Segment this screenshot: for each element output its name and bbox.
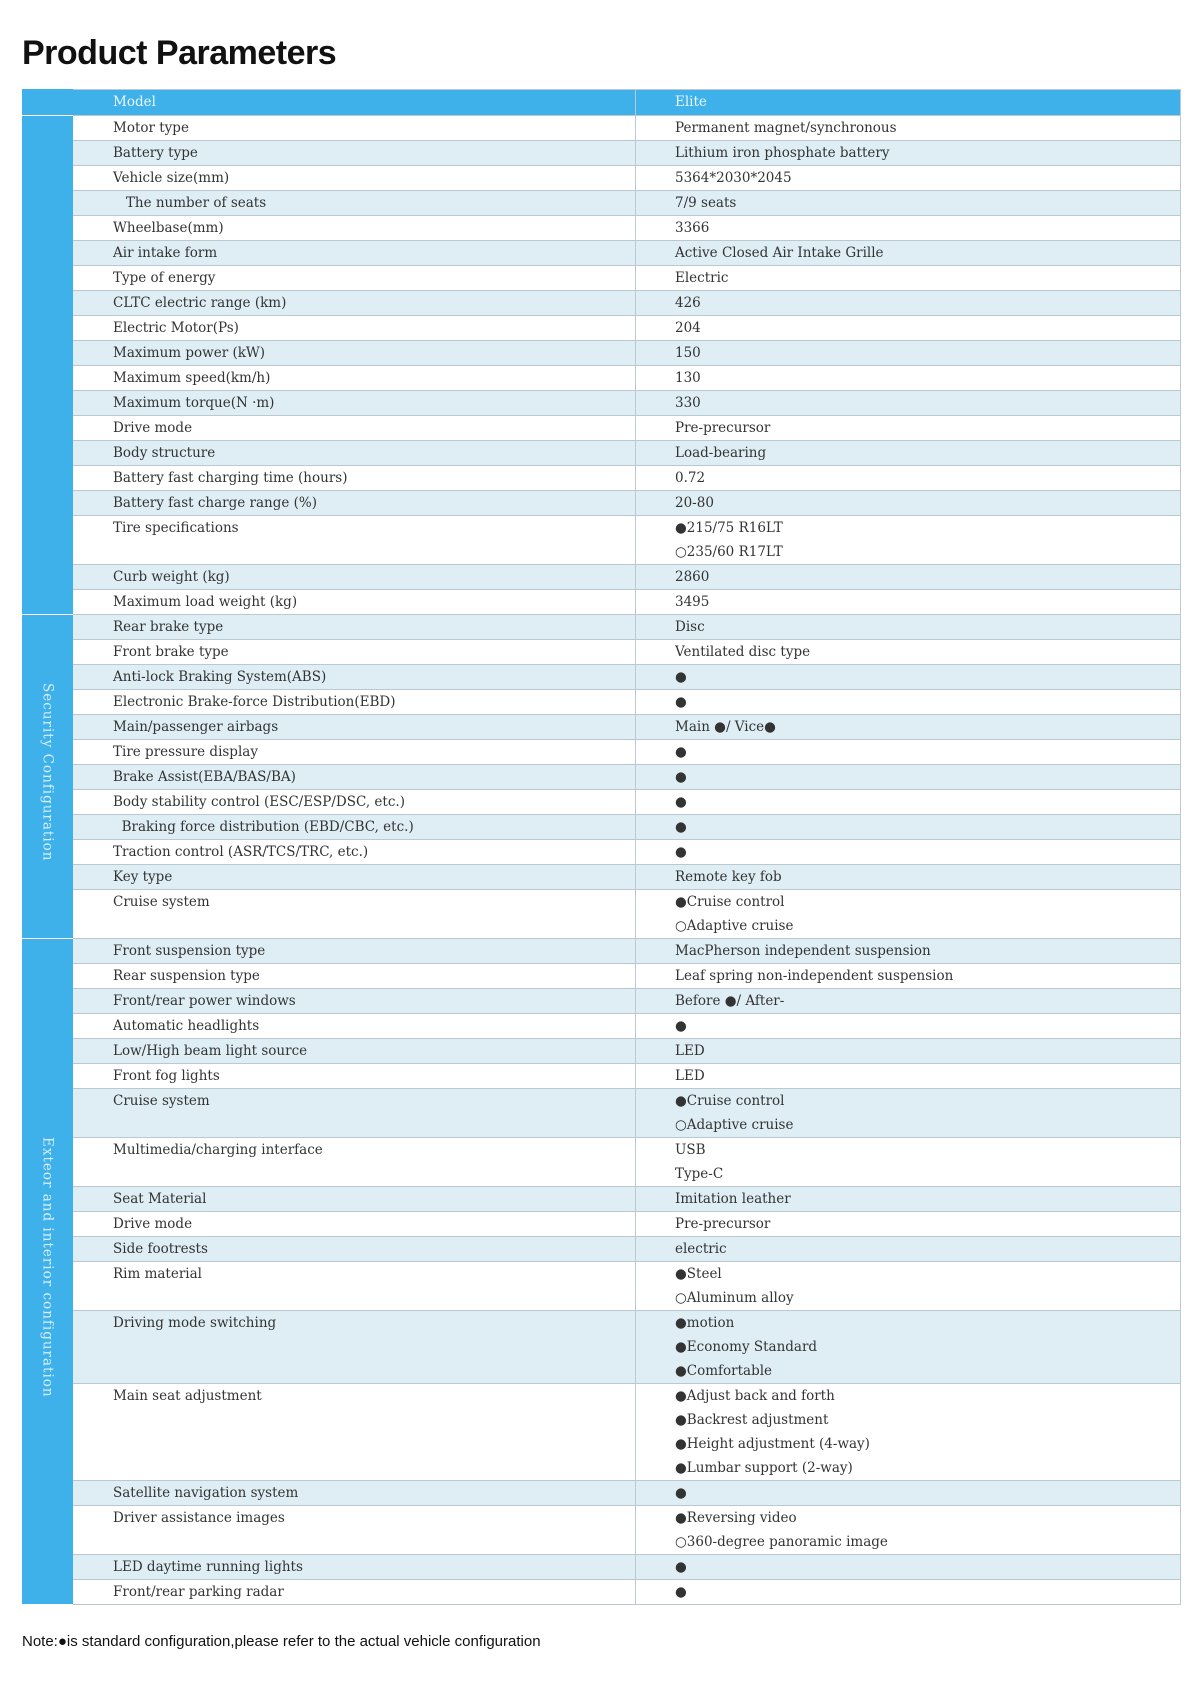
parameter-value-line: Remote key fob [675,869,782,885]
parameter-name: Vehicle size(mm) [73,166,636,191]
parameter-value [636,491,1181,516]
parameter-value [636,1187,1181,1212]
parameter-name: Multimedia/charging interface [73,1138,636,1187]
parameter-value [636,141,1181,166]
table-row [23,640,1181,665]
table-row [23,366,1181,391]
parameter-name: Electronic Brake-force Distribution(EBD) [73,690,636,715]
table-row [23,1481,1181,1506]
table-row [23,1064,1181,1089]
parameter-value-line: 20-80 [675,495,714,511]
table-row [23,1138,1181,1187]
parameter-value [636,341,1181,366]
parameter-value-line: Permanent magnet/synchronous [675,120,897,136]
table-row [23,840,1181,865]
parameter-name: Front brake type [73,640,636,665]
table-row [23,740,1181,765]
parameter-value-line: ●Cruise control [675,894,785,910]
parameter-name: Drive mode [73,1212,636,1237]
table-row [23,815,1181,840]
table-row [23,1262,1181,1311]
parameter-value-line: ● [675,1485,687,1501]
parameter-value-line: ○235/60 R17LT [675,544,783,560]
parameter-name: Tire pressure display [73,740,636,765]
parameter-value-line: 426 [675,295,701,311]
parameter-value-line: ● [675,744,687,760]
parameter-value-line: LED [675,1043,705,1059]
parameter-name: Cruise system [73,890,636,939]
parameter-name: Type of energy [73,266,636,291]
page-title: Product Parameters [22,34,337,72]
table-row [23,565,1181,590]
table-row [23,166,1181,191]
parameter-value [636,1555,1181,1580]
parameter-value-line: Imitation leather [675,1191,791,1207]
parameter-value [636,316,1181,341]
table-row [23,964,1181,989]
parameter-name: Body structure [73,441,636,466]
parameter-value [636,1481,1181,1506]
parameter-value-line: LED [675,1068,705,1084]
parameter-name: Cruise system [73,1089,636,1138]
table-row [23,1089,1181,1138]
table-row [23,216,1181,241]
parameter-name: Rim material [73,1262,636,1311]
parameter-value-line: Pre-precursor [675,1216,771,1232]
spec-table-body [23,90,1181,1605]
parameter-value-line: ○Aluminum alloy [675,1290,794,1306]
parameter-value [636,615,1181,640]
table-row [23,466,1181,491]
parameter-name: Maximum power (kW) [73,341,636,366]
parameter-name: Automatic headlights [73,1014,636,1039]
parameter-value [636,1064,1181,1089]
parameter-name: Drive mode [73,416,636,441]
parameter-name: Front fog lights [73,1064,636,1089]
parameter-value [636,1138,1181,1187]
parameter-value-line: ●motion [675,1315,735,1331]
parameter-value [636,890,1181,939]
table-row [23,790,1181,815]
parameter-name: Battery fast charging time (hours) [73,466,636,491]
table-row [23,1580,1181,1605]
parameter-value-line: electric [675,1241,727,1257]
parameter-value [636,1311,1181,1384]
parameter-name: Main seat adjustment [73,1384,636,1481]
parameter-name: Curb weight (kg) [73,565,636,590]
parameter-value-line: ●Height adjustment (4-way) [675,1436,870,1452]
parameter-value [636,516,1181,565]
parameter-value-line: Lithium iron phosphate battery [675,145,890,161]
parameter-name: Motor type [73,116,636,141]
parameter-value [636,989,1181,1014]
table-row [23,665,1181,690]
parameter-name: Body stability control (ESC/ESP/DSC, etc.) [73,790,636,815]
parameter-value-line: ● [675,819,687,835]
parameter-value-line: Load-bearing [675,445,767,461]
parameter-value [636,665,1181,690]
parameter-value [636,765,1181,790]
parameter-value [636,790,1181,815]
table-row [23,615,1181,640]
parameter-value-line: ●Cruise control [675,1093,785,1109]
table-row [23,391,1181,416]
parameter-name: Air intake form [73,241,636,266]
table-row [23,939,1181,964]
table-row [23,1506,1181,1555]
section-label-cell [23,116,73,615]
table-row [23,141,1181,166]
parameter-value-line: 5364*2030*2045 [675,170,792,186]
table-row [23,1187,1181,1212]
parameter-name: Satellite navigation system [73,1481,636,1506]
parameter-value [636,291,1181,316]
table-row [23,1039,1181,1064]
parameter-value-line: MacPherson independent suspension [675,943,931,959]
table-row [23,441,1181,466]
parameter-value-line: 3366 [675,220,710,236]
parameter-value-line: 2860 [675,569,710,585]
parameter-value-line: 330 [675,395,701,411]
parameter-value [636,241,1181,266]
parameter-name: Side footrests [73,1237,636,1262]
parameter-value [636,1212,1181,1237]
spec-table [22,89,1181,1605]
parameter-value-line: 150 [675,345,701,361]
parameter-name: Front/rear power windows [73,989,636,1014]
parameter-name: Rear suspension type [73,964,636,989]
parameter-value-line: ● [675,694,687,710]
parameter-name: Front/rear parking radar [73,1580,636,1605]
parameter-value-line: ● [675,844,687,860]
parameter-name: Driving mode switching [73,1311,636,1384]
parameter-value [636,640,1181,665]
parameter-value [636,815,1181,840]
parameter-value [636,565,1181,590]
parameter-value-line: 7/9 seats [675,195,737,211]
table-row [23,1212,1181,1237]
table-row [23,291,1181,316]
parameter-value [636,1039,1181,1064]
table-row [23,590,1181,615]
table-row [23,690,1181,715]
header-corner [23,90,73,116]
parameter-name: Rear brake type [73,615,636,640]
parameter-value [636,466,1181,491]
table-row [23,1014,1181,1039]
table-row [23,1384,1181,1481]
table-row [23,890,1181,939]
parameter-value-line: ○Adaptive cruise [675,918,794,934]
table-row [23,989,1181,1014]
parameter-value [636,964,1181,989]
parameter-value-line: USB [675,1142,706,1158]
parameter-value-line: Leaf spring non-independent suspension [675,968,954,984]
parameter-value [636,1237,1181,1262]
parameter-value [636,1262,1181,1311]
parameter-value [636,166,1181,191]
table-row [23,491,1181,516]
table-row [23,865,1181,890]
parameter-value-line: ●Comfortable [675,1363,773,1379]
section-label-cell [23,615,73,939]
parameter-value [636,191,1181,216]
parameter-value-line: Main ●/ Vice● [675,719,776,735]
section-label-cell [23,939,73,1605]
parameter-value [636,1089,1181,1138]
parameter-value-line: ● [675,669,687,685]
parameter-value-line: 204 [675,320,701,336]
parameter-value-line: Ventilated disc type [675,644,811,660]
footnote: Note:●is standard configuration,please refer to the actual vehicle configuration [22,1633,541,1650]
table-row [23,715,1181,740]
table-row [23,765,1181,790]
parameter-value [636,1014,1181,1039]
parameter-value-line: Electric [675,270,729,286]
parameter-value-line: ○Adaptive cruise [675,1117,794,1133]
parameter-value [636,1580,1181,1605]
parameter-value [636,840,1181,865]
parameter-value [636,366,1181,391]
parameter-value-line: 130 [675,370,701,386]
parameter-value-line: ●Backrest adjustment [675,1412,829,1428]
parameter-value-line: 0.72 [675,470,706,486]
parameter-value [636,216,1181,241]
parameter-value-line: ● [675,769,687,785]
table-row [23,266,1181,291]
table-row [23,516,1181,565]
parameter-name: Front suspension type [73,939,636,964]
section-label: Security Configuration [39,683,56,862]
parameter-name: CLTC electric range (km) [73,291,636,316]
parameter-name: Traction control (ASR/TCS/TRC, etc.) [73,840,636,865]
header-model-label: Model [73,90,636,116]
parameter-value [636,1506,1181,1555]
parameter-value-line: ●Economy Standard [675,1339,818,1355]
parameter-value [636,416,1181,441]
parameter-value-line: Pre-precursor [675,420,771,436]
parameter-name: Brake Assist(EBA/BAS/BA) [73,765,636,790]
parameter-name: Maximum speed(km/h) [73,366,636,391]
parameter-value [636,939,1181,964]
parameter-value-line: ●Lumbar support (2-way) [675,1460,853,1476]
parameter-value-line: ● [675,1018,687,1034]
table-row [23,341,1181,366]
parameter-name: The number of seats [73,191,636,216]
parameter-name: Key type [73,865,636,890]
parameter-value-line: Type-C [675,1166,724,1182]
parameter-name: Seat Material [73,1187,636,1212]
table-row [23,1555,1181,1580]
parameter-value-line: ●Reversing video [675,1510,797,1526]
parameter-value [636,715,1181,740]
parameter-value-line: Disc [675,619,705,635]
parameter-value-line: ●215/75 R16LT [675,520,783,536]
table-row [23,416,1181,441]
table-row [23,1311,1181,1384]
parameter-value-line: ○360-degree panoramic image [675,1534,888,1550]
parameter-value-line: Active Closed Air Intake Grille [675,245,884,261]
section-label: Exteor and interior configuration [39,1137,56,1398]
parameter-value [636,1384,1181,1481]
parameter-value-line: 3495 [675,594,710,610]
parameter-name: Battery fast charge range (%) [73,491,636,516]
parameter-value-line: ●Adjust back and forth [675,1388,835,1404]
parameter-value-line: ● [675,794,687,810]
table-row [23,1237,1181,1262]
parameter-name: Tire specifications [73,516,636,565]
parameter-name: Wheelbase(mm) [73,216,636,241]
parameter-name: Battery type [73,141,636,166]
table-row [23,116,1181,141]
parameter-value-line: Before ●/ After- [675,993,785,1009]
table-row [23,241,1181,266]
parameter-value [636,690,1181,715]
parameter-value [636,590,1181,615]
parameter-name: Anti-lock Braking System(ABS) [73,665,636,690]
parameter-name: Main/passenger airbags [73,715,636,740]
parameter-value [636,116,1181,141]
parameter-value [636,441,1181,466]
parameter-value-line: ● [675,1584,687,1600]
table-row [23,316,1181,341]
parameter-value-line: ● [675,1559,687,1575]
parameter-name: Driver assistance images [73,1506,636,1555]
table-header-row [23,90,1181,116]
parameter-value [636,865,1181,890]
parameter-value [636,740,1181,765]
parameter-name: Maximum load weight (kg) [73,590,636,615]
parameter-name: Electric Motor(Ps) [73,316,636,341]
table-row [23,191,1181,216]
parameter-value-line: ●Steel [675,1266,722,1282]
parameter-name: Braking force distribution (EBD/CBC, etc.) [73,815,636,840]
parameter-name: Low/High beam light source [73,1039,636,1064]
parameter-name: Maximum torque(N ·m) [73,391,636,416]
parameter-name: LED daytime running lights [73,1555,636,1580]
header-model-value: Elite [636,90,1181,116]
parameter-value [636,266,1181,291]
parameter-value [636,391,1181,416]
